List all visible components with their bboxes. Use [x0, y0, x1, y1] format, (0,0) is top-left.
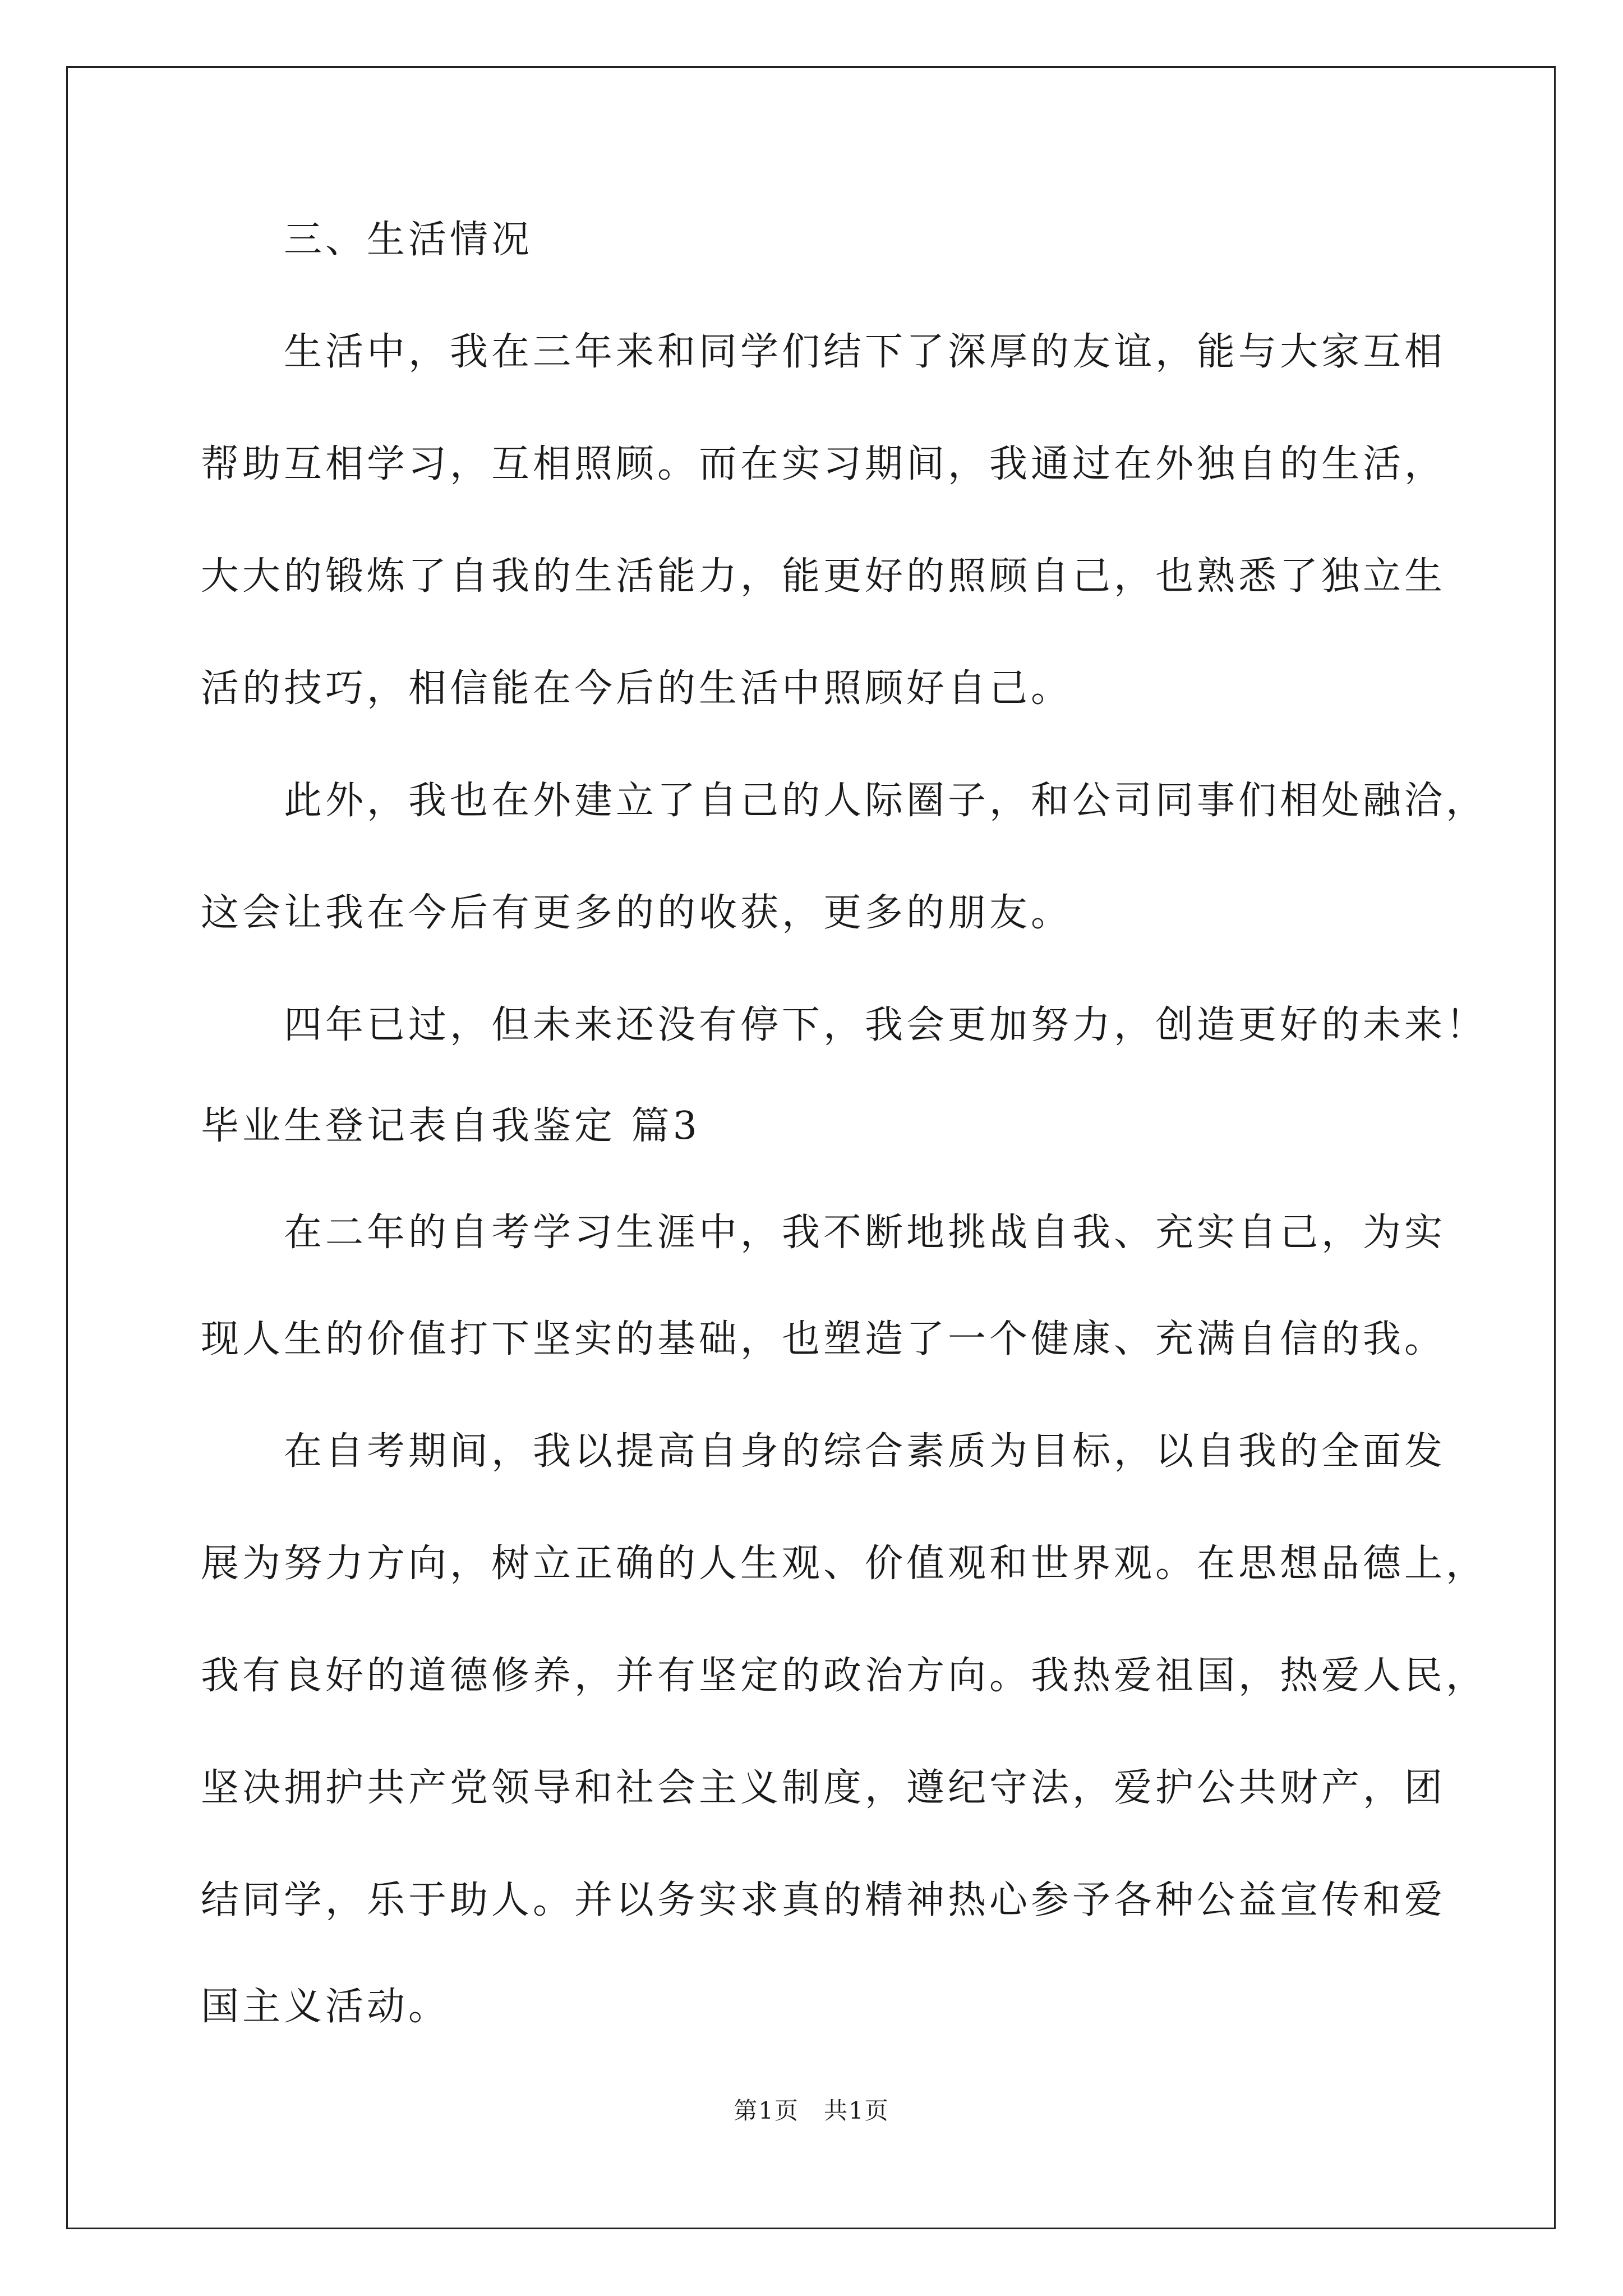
page-footer: 第1页 共1页: [734, 2097, 889, 2124]
paragraph-1-line-1: 生活中，我在三年来和同学们结下了深厚的友谊，能与大家互相: [284, 330, 1446, 374]
paragraph-2-line-2: 这会让我在今后有更多的的收获，更多的朋友。: [201, 891, 1073, 935]
paragraph-1-line-2: 帮助互相学习，互相照顾。而在实习期间，我通过在外独自的生活，: [201, 442, 1446, 486]
paragraph-5-line-4: 坚决拥护共产党领导和社会主义制度，遵纪守法，爱护公共财产，团: [201, 1766, 1446, 1810]
paragraph-1-line-4: 活的技巧，相信能在今后的生活中照顾好自己。: [201, 666, 1073, 711]
paragraph-1-line-3: 大大的锻炼了自我的生活能力，能更好的照顾自己，也熟悉了独立生: [201, 554, 1446, 599]
paragraph-5-line-3: 我有良好的道德修养，并有坚定的政治方向。我热爱祖国，热爱人民，: [201, 1654, 1488, 1698]
paragraph-3-line-1: 四年已过，但未来还没有停下，我会更加努力，创造更好的未来！: [284, 1003, 1488, 1047]
paragraph-5-line-5: 结同学，乐于助人。并以务实求真的精神热心参予各种公益宣传和爱: [201, 1878, 1446, 1922]
paragraph-5-line-6: 国主义活动。: [201, 1985, 450, 2029]
paragraph-4-line-1: 在二年的自考学习生涯中，我不断地挑战自我、充实自己，为实: [284, 1211, 1446, 1255]
paragraph-4-line-2: 现人生的价值打下坚实的基础，也塑造了一个健康、充满自信的我。: [201, 1317, 1446, 1361]
paragraph-5-line-1: 在自考期间，我以提高自身的综合素质为目标，以自我的全面发: [284, 1429, 1446, 1474]
paragraph-5-line-2: 展为努力方向，树立正确的人生观、价值观和世界观。在思想品德上，: [201, 1542, 1488, 1586]
article-title: 毕业生登记表自我鉴定 篇3: [201, 1104, 700, 1148]
paragraph-2-line-1: 此外，我也在外建立了自己的人际圈子，和公司同事们相处融洽，: [284, 779, 1488, 823]
section-heading: 三、生活情况: [284, 218, 533, 262]
